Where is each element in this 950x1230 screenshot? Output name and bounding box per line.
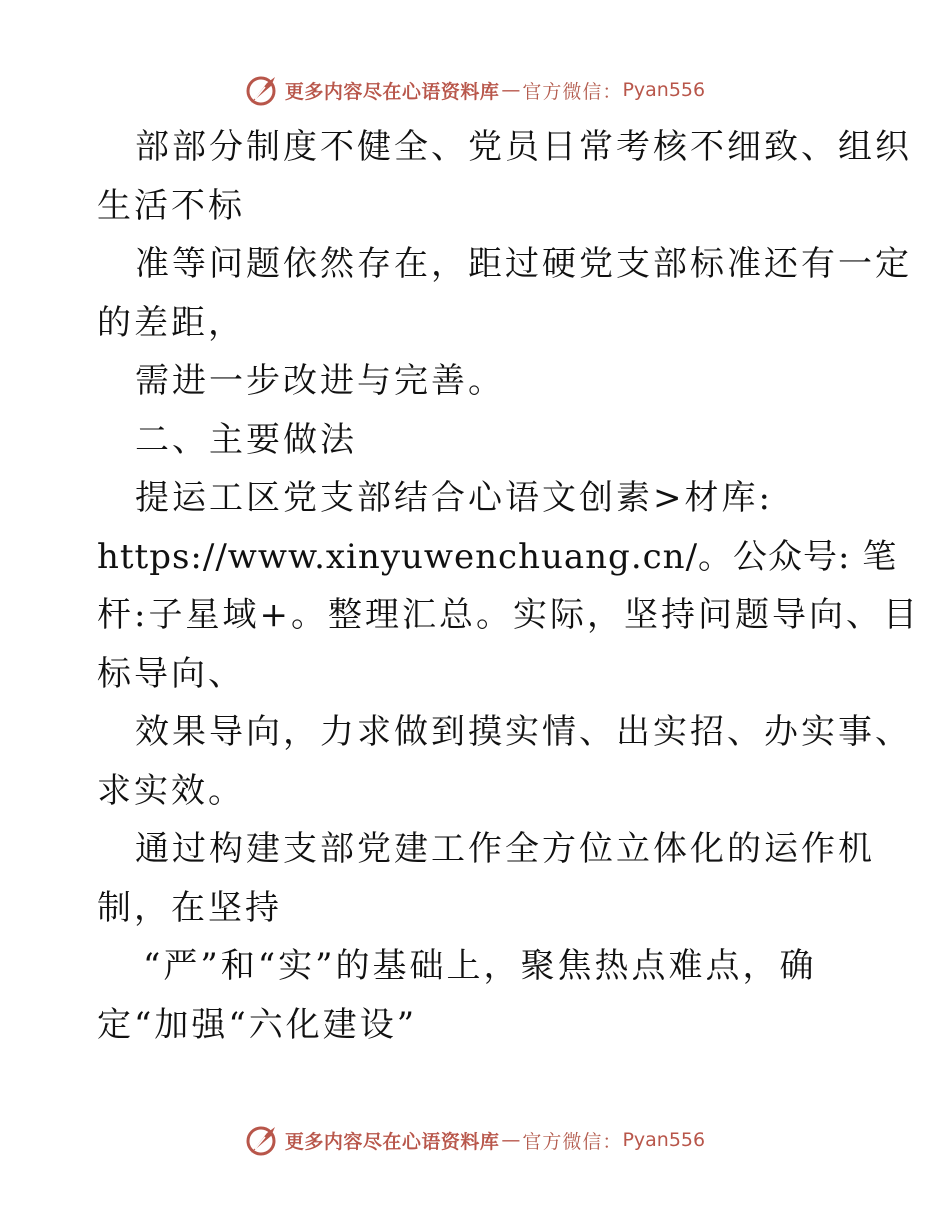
document-body: [97, 118, 920, 1054]
section-heading: 二、主要做法: [135, 419, 357, 460]
text-line: 通过构建支部党建工作全方位立体化的运作机: [135, 829, 875, 869]
quill-pen-logo-icon: [245, 73, 279, 107]
watermark-account-id: Pyan556: [622, 1129, 706, 1151]
text-line: 生活不标: [97, 185, 245, 226]
watermark-separator: —: [501, 1129, 521, 1151]
watermark-account-label: 官方微信：: [522, 80, 623, 103]
text-line: 准等问题依然存在，距过硬党支部标准还有一定: [135, 244, 912, 284]
watermark-account-label: 官方微信：: [522, 1130, 623, 1153]
watermark-account-id: Pyan556: [622, 79, 706, 101]
text-line: 效果导向，力求做到摸实情、出实招、办实事、: [135, 712, 912, 752]
header-watermark: [0, 70, 950, 110]
watermark-site-text: 更多内容尽在心语资料库: [284, 1130, 500, 1153]
watermark-separator: —: [501, 79, 521, 101]
footer-watermark: [0, 1120, 950, 1160]
text-line: “严”和“实”的基础上，聚焦热点难点，确: [143, 946, 817, 986]
text-line: 定“加强“六化建设”: [97, 1004, 418, 1045]
text-line: 制，在坚持: [97, 887, 282, 928]
watermark-site-text: 更多内容尽在心语资料库: [284, 80, 500, 103]
text-line: https://www.xinyuwenchuang.cn/。公众号: 笔: [97, 536, 898, 577]
text-line: 提运工区党支部结合心语文创素>材库:: [135, 478, 773, 518]
text-line: 杆:子星域+。整理汇总。实际，坚持问题导向、目: [97, 595, 920, 635]
text-line: 的差距，: [97, 302, 245, 343]
text-line: 求实效。: [97, 770, 245, 811]
text-line: 部部分制度不健全、党员日常考核不细致、组织: [135, 127, 912, 167]
text-line: 标导向、: [97, 653, 245, 694]
text-line: 需进一步改进与完善。: [135, 361, 505, 401]
quill-pen-logo-icon: [245, 1123, 279, 1157]
